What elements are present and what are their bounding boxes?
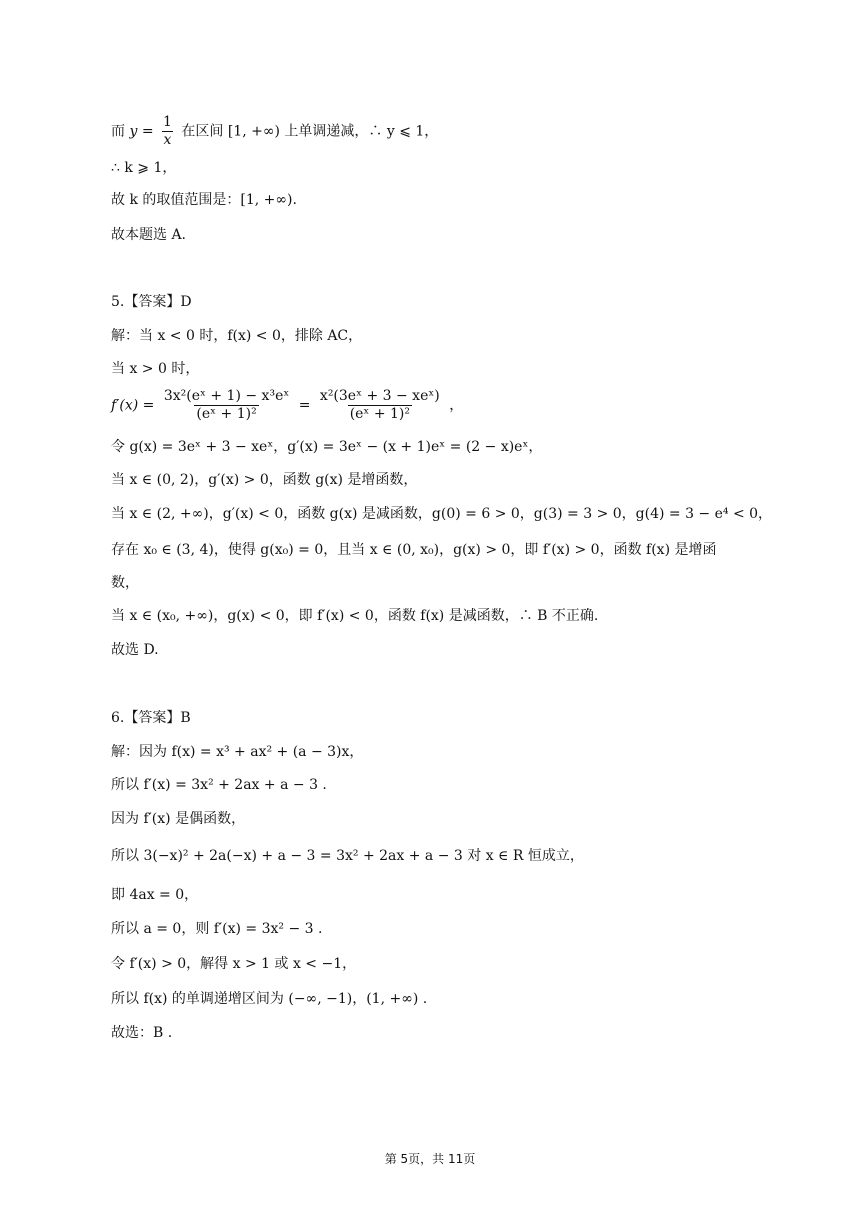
p6-line-3: 因为 f′(x) 是偶函数， <box>111 811 246 827</box>
p5-derivative-lhs: f′(x) = <box>111 397 155 414</box>
p5-derivative-end: ， <box>449 397 464 414</box>
p5-line-10: 故选 D. <box>111 642 159 658</box>
p5-fraction-1-denominator: (eˣ + 1)² <box>196 406 257 422</box>
p5-heading: 5.【答案】D <box>111 294 192 310</box>
p4-line-1-prefix: 而 <box>111 123 125 140</box>
p4-line-4: 故本题选 A. <box>111 227 187 243</box>
p4-line-1-y: y = <box>129 123 154 140</box>
p6-line-5: 即 4ax = 0， <box>111 887 199 903</box>
p6-line-6: 所以 a = 0，则 f′(x) = 3x² − 3 . <box>111 921 323 937</box>
p5-line-8: 数， <box>111 575 139 591</box>
p5-line-4: 令 g(x) = 3eˣ + 3 − xeˣ，g′(x) = 3eˣ − (x + 1)eˣ = (2 − x)eˣ， <box>111 439 543 455</box>
p5-line-5: 当 x ∈ (0, 2)，g′(x) > 0，函数 g(x) 是增函数， <box>111 472 418 488</box>
p5-line-6: 当 x ∈ (2, +∞)，g′(x) < 0，函数 g(x) 是减函数，g(0) = 6 > 0，g(3) = 3 > 0，g(4) = 3 − e⁴ < 0， <box>111 506 773 522</box>
p4-fraction-numerator: 1 <box>163 114 172 130</box>
p6-line-9: 故选：B . <box>111 1025 173 1041</box>
p5-fraction-1-numerator: 3x²(eˣ + 1) − x³eˣ <box>163 388 290 404</box>
p6-heading: 6.【答案】B <box>111 710 191 726</box>
p5-line-1: 解：当 x < 0 时，f(x) < 0，排除 AC， <box>111 328 363 344</box>
p5-derivative-line <box>111 388 463 423</box>
p6-line-8: 所以 f(x) 的单调递增区间为 (−∞, −1)，(1, +∞) . <box>111 991 428 1007</box>
p6-line-4: 所以 3(−x)² + 2a(−x) + a − 3 = 3x² + 2ax + a − 3 对 x ∈ R 恒成立， <box>111 848 584 864</box>
p6-line-2: 所以 f′(x) = 3x² + 2ax + a − 3 . <box>111 777 327 793</box>
p5-fraction-2-numerator: x²(3eˣ + 3 − xeˣ) <box>319 388 440 404</box>
p5-line-7: 存在 x₀ ∈ (3, 4)，使得 g(x₀) = 0，且当 x ∈ (0, x₀)，g(x) > 0，即 f′(x) > 0，函数 f(x) 是增函 <box>111 542 717 558</box>
p6-line-1: 解：因为 f(x) = x³ + ax² + (a − 3)x， <box>111 744 364 760</box>
p4-line-1 <box>111 114 438 149</box>
p4-fraction-denominator: x <box>163 132 172 148</box>
p4-line-3: 故 k 的取值范围是：[1, +∞). <box>111 192 297 208</box>
p4-line-1-rest: 在区间 [1, +∞) 上单调递减，∴ y ⩽ 1， <box>181 123 439 140</box>
p6-line-7: 令 f′(x) > 0，解得 x > 1 或 x < −1， <box>111 956 357 972</box>
p5-fraction-2 <box>318 388 442 423</box>
p5-equals: = <box>298 397 311 414</box>
p5-line-2: 当 x > 0 时， <box>111 361 200 377</box>
p5-line-9: 当 x ∈ (x₀, +∞)，g(x) < 0，即 f′(x) < 0，函数 f(x) 是减函数，∴ B 不正确. <box>111 608 599 624</box>
p5-fraction-2-denominator: (eˣ + 1)² <box>349 406 410 422</box>
page-footer: 第 5页，共 11页 <box>384 1152 476 1166</box>
p4-line-2: ∴ k ⩾ 1， <box>111 160 177 176</box>
p4-fraction <box>161 114 174 149</box>
p5-fraction-1 <box>162 388 291 423</box>
